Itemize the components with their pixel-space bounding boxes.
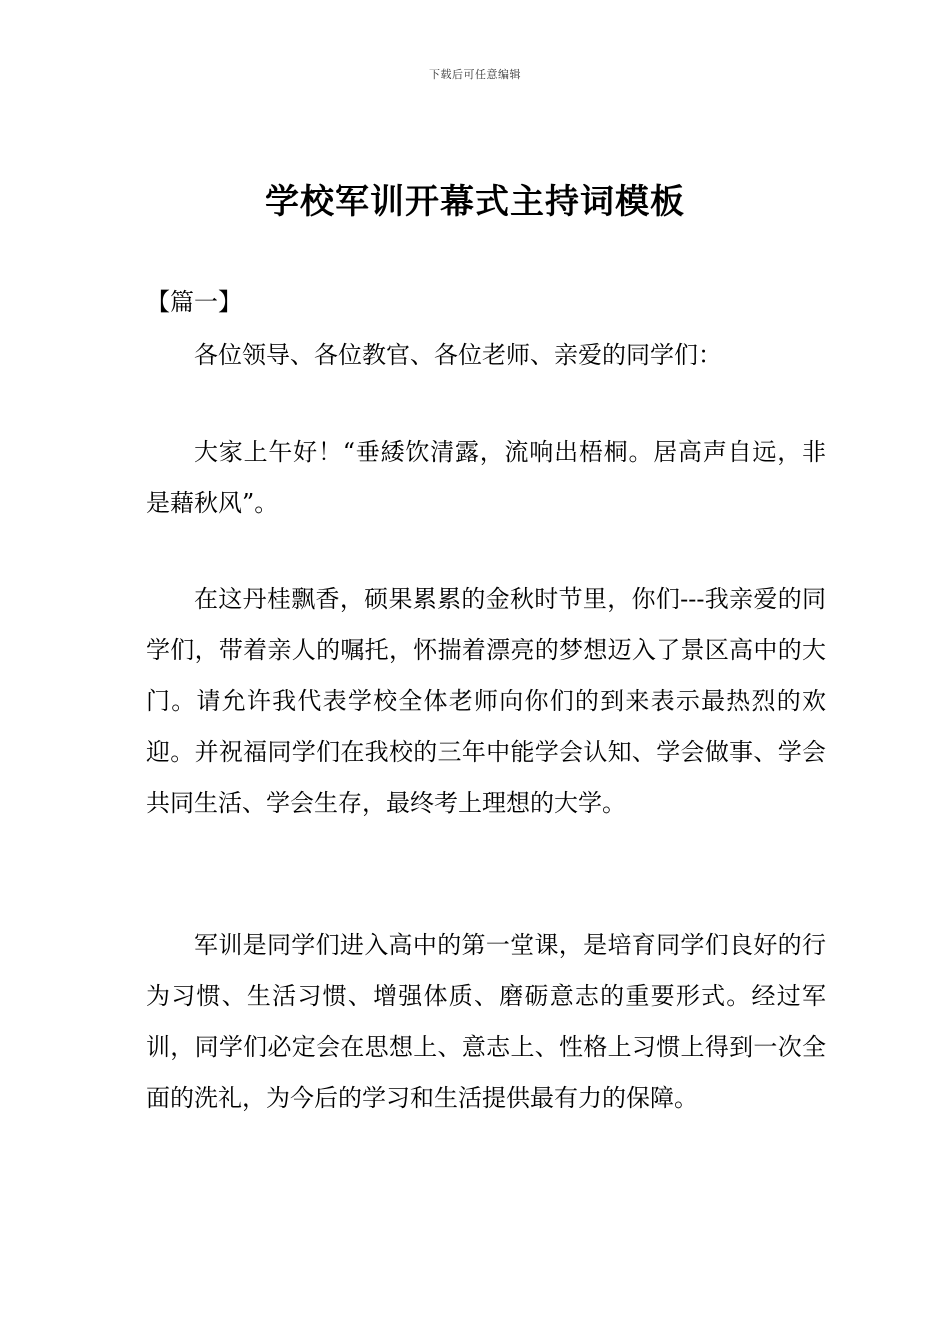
document-title: 学校军训开幕式主持词模板 [265, 182, 685, 222]
body-paragraph: 在这丹桂飘香，硕果累累的金秋时节里，你们---我亲爱的同学们，带着亲人的嘱托，怀揣着漂亮的梦想迈入了景区高中的大门。请允许我代表学校全体老师向你们的到来表示最热烈的欢迎。并祝福同学们在我校的三年中能学会认知、学会做事、学会共同生活、学会生存，最终考上理想的大学。 [146, 585, 826, 817]
section-label: 【篇一】 [146, 288, 242, 316]
header-note: 下载后可任意编辑 [429, 68, 521, 81]
body-paragraph: 军训是同学们进入高中的第一堂课，是培育同学们良好的行为习惯、生活习惯、增强体质、磨砺意志的重要形式。经过军训，同学们必定会在思想上、意志上、性格上习惯上得到一次全面的洗礼，为今后的学习和生活提供最有力的保障。 [146, 931, 826, 1112]
body-paragraph: 大家上午好！“垂緌饮清露，流响出梧桐。居高声自远，非是藉秋风”。 [146, 438, 826, 517]
greeting-paragraph: 各位领导、各位教官、各位老师、亲爱的同学们： [194, 341, 722, 369]
